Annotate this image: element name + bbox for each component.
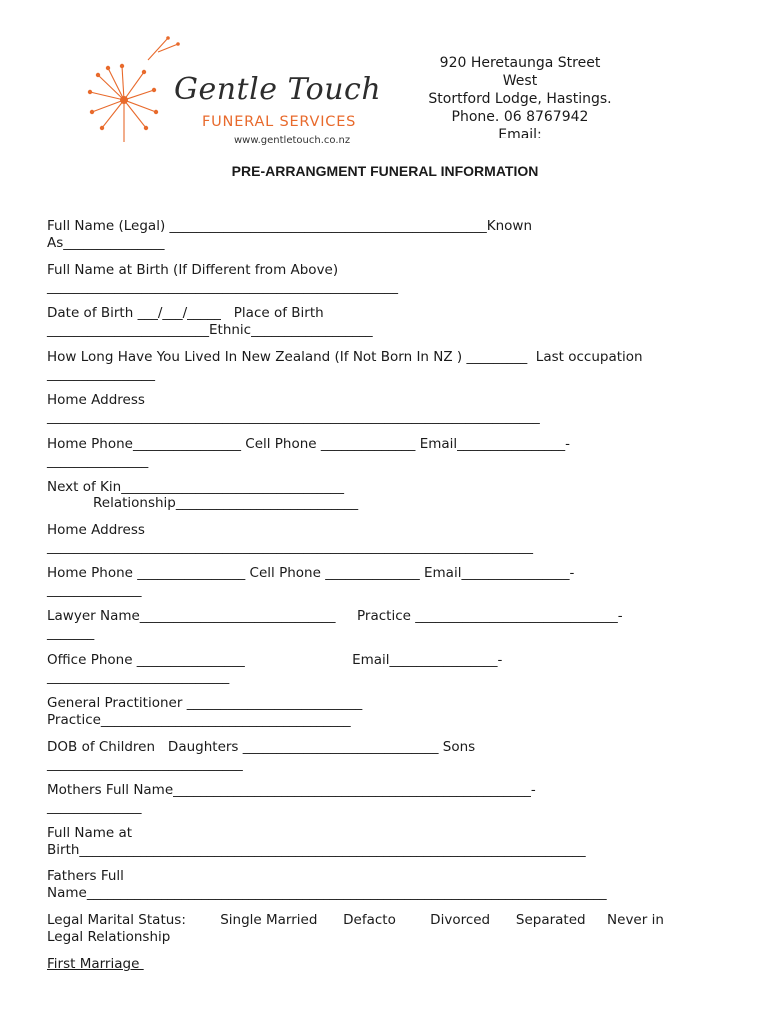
form-line-lawyer[interactable]: Lawyer Name_____________________________ Practice ______________________________-	[47, 608, 623, 624]
form-line-mother-birth-label: Full Name at	[47, 825, 133, 841]
form-line-birth-name-blank[interactable]: ____________________________________________________	[47, 279, 398, 295]
address-line: West	[502, 73, 538, 89]
address-line: 920 Heretaunga Street	[439, 55, 601, 71]
address-line: Phone. 06 8767942	[451, 109, 589, 125]
form-line-birth-name: Full Name at Birth (If Different from Above)	[47, 262, 339, 278]
form-line-relationship[interactable]: Relationship___________________________	[93, 495, 359, 511]
logo	[78, 30, 408, 150]
form-line-home-address-blank[interactable]: _________________________________________________________________________	[47, 409, 540, 425]
form-line-home-address-label: Home Address	[47, 392, 145, 408]
form-line-next-of-kin[interactable]: Next of Kin_________________________________	[47, 479, 344, 495]
form-line-kin-address-label: Home Address	[47, 522, 145, 538]
brand-subtitle: FUNERAL SERVICES	[202, 114, 357, 130]
dandelion-icon	[78, 30, 188, 150]
form-line-occupation-blank[interactable]: ________________	[47, 366, 155, 382]
form-line-dob[interactable]: Date of Birth ___/___/_____ Place of Birth	[47, 305, 324, 321]
form-line-sons-blank[interactable]: _____________________________	[47, 756, 243, 772]
address-line: Stortford Lodge, Hastings.	[428, 91, 612, 107]
form-line-phones[interactable]: Home Phone________________ Cell Phone ______________ Email________________-	[47, 436, 571, 452]
form-line-gp[interactable]: General Practitioner __________________________	[47, 695, 363, 711]
form-line-mother[interactable]: Mothers Full Name_____________________________________________________-	[47, 782, 536, 798]
form-line-email-blank[interactable]: _______________	[47, 453, 149, 469]
form-line-kin-phones[interactable]: Home Phone ________________ Cell Phone ______________ Email________________-	[47, 565, 575, 581]
first-marriage-heading: First Marriage	[47, 956, 144, 972]
form-line-father-label: Fathers Full	[47, 868, 124, 884]
form-line-father[interactable]: Name_____________________________________________________________________________	[47, 885, 607, 901]
page-title: PRE-ARRANGMENT FUNERAL INFORMATION	[231, 163, 539, 179]
brand-website: www.gentletouch.co.nz	[234, 135, 351, 146]
form-line-children[interactable]: DOB of Children Daughters _____________________________ Sons	[47, 739, 476, 755]
form-line-kin-email-blank[interactable]: ______________	[47, 582, 142, 598]
form-line-marital-status[interactable]: Legal Marital Status: Single Married Defacto Divorced Separated Never in	[47, 912, 664, 928]
brand-name: Gentle Touch	[174, 72, 382, 107]
form-line-ethnic[interactable]: ________________________Ethnic__________________	[47, 322, 373, 338]
form-line-mother-blank[interactable]: ______________	[47, 799, 142, 815]
form-line-years-in-nz[interactable]: How Long Have You Lived In New Zealand (If Not Born In NZ ) _________ Last occupation	[47, 349, 643, 365]
form-line-practice[interactable]: Practice_____________________________________	[47, 712, 351, 728]
form-line-mother-birth[interactable]: Birth___________________________________________________________________________	[47, 842, 586, 858]
form-line-kin-address-blank[interactable]: ________________________________________________________________________	[47, 539, 533, 555]
form-line-known-as[interactable]: As_______________	[47, 235, 165, 251]
form-line-full-name[interactable]: Full Name (Legal) _______________________________________________Known	[47, 218, 533, 234]
address-line: Email:	[498, 127, 542, 138]
contact-address	[405, 54, 635, 138]
form-line-legal-relationship: Legal Relationship	[47, 929, 171, 945]
form-line-lawyer-blank[interactable]: _______	[47, 625, 95, 641]
form-line-office-blank[interactable]: ___________________________	[47, 669, 230, 685]
form-line-office-phone[interactable]: Office Phone ________________ Email________________-	[47, 652, 503, 668]
